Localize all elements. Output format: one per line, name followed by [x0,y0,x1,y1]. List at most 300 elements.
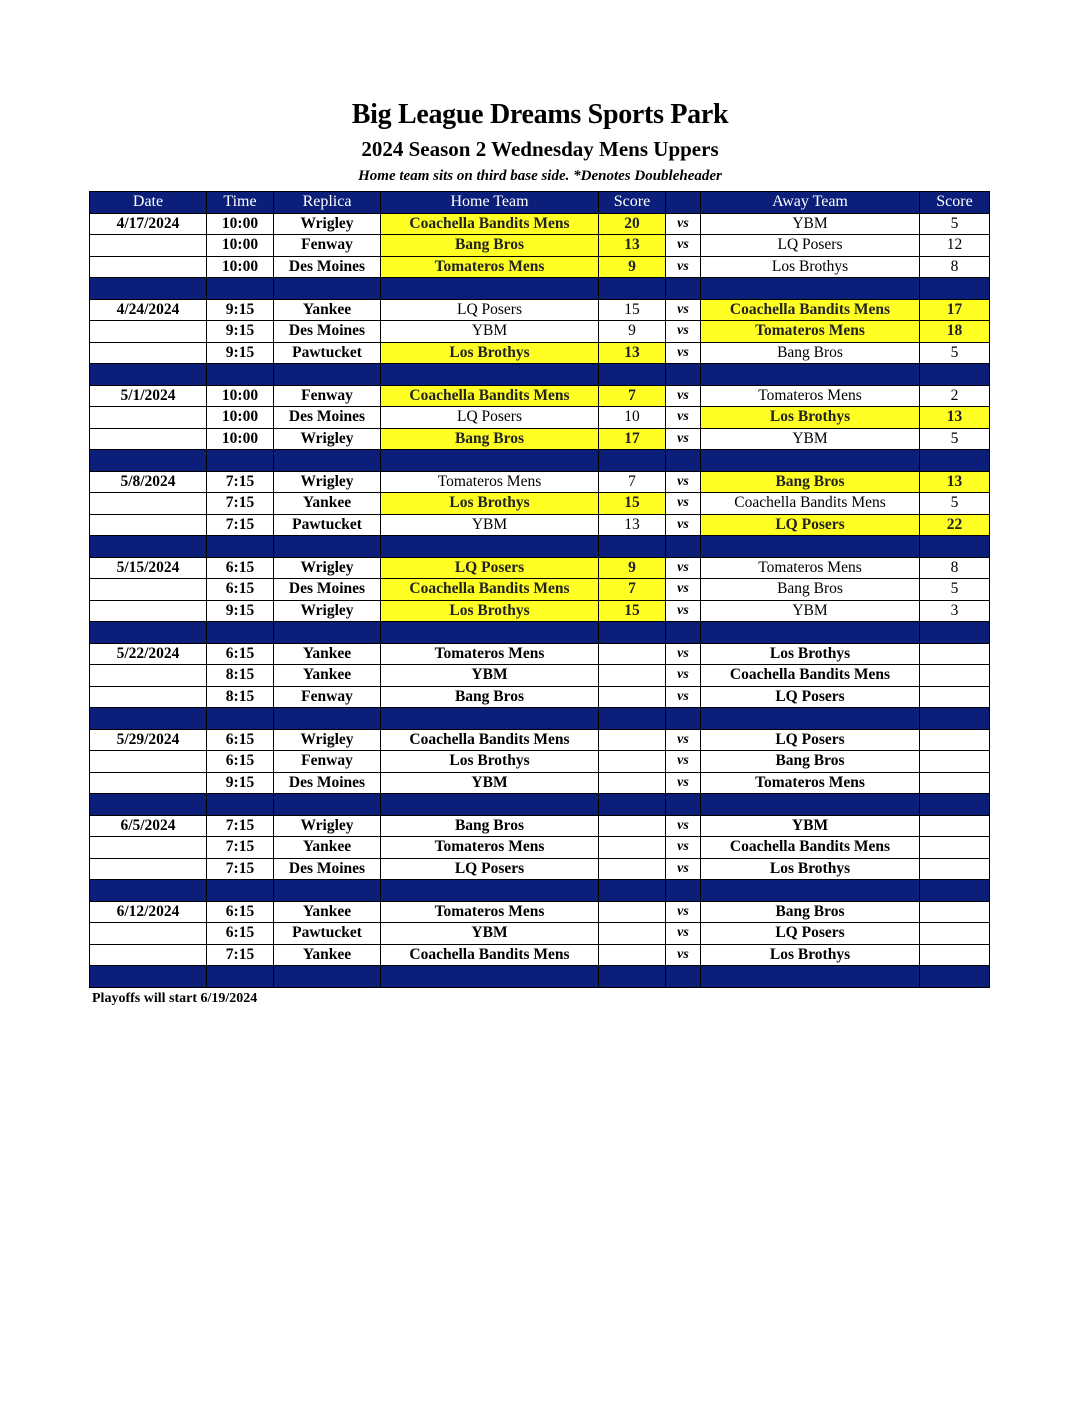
separator-cell [90,966,207,988]
game-row [90,686,990,708]
home-score-cell [599,751,666,773]
away-score-cell [920,837,990,859]
vs-cell: vs [666,579,701,601]
separator-cell [207,536,274,558]
separator-cell [381,622,599,644]
replica-cell: Wrigley [274,557,381,579]
date-cell [90,837,207,859]
separator-cell [274,880,381,902]
home-team-cell: YBM [381,923,599,945]
time-cell: 10:00 [207,385,274,407]
home-team-cell: Coachella Bandits Mens [381,385,599,407]
home-score-cell: 10 [599,407,666,429]
vs-cell: vs [666,901,701,923]
home-score-cell: 15 [599,493,666,515]
page-title: Big League Dreams Sports Park [351,99,729,130]
time-cell: 9:15 [207,342,274,364]
game-row [90,643,990,665]
time-cell: 6:15 [207,923,274,945]
vs-cell: vs [666,428,701,450]
separator-cell [920,364,990,386]
home-score-cell: 13 [599,235,666,257]
away-score-cell: 22 [920,514,990,536]
away-team-cell: Los Brothys [701,407,920,429]
game-row [90,299,990,321]
time-cell: 6:15 [207,751,274,773]
away-team-cell: Coachella Bandits Mens [701,299,920,321]
home-score-cell [599,686,666,708]
home-team-cell: LQ Posers [381,299,599,321]
away-team-cell: Tomateros Mens [701,385,920,407]
away-score-cell [920,665,990,687]
separator-cell [599,622,666,644]
replica-cell: Fenway [274,235,381,257]
date-cell [90,321,207,343]
away-team-cell: YBM [701,815,920,837]
vs-cell: vs [666,600,701,622]
time-cell: 10:00 [207,407,274,429]
away-team-cell: Bang Bros [701,471,920,493]
time-cell: 7:15 [207,944,274,966]
home-team-cell: Bang Bros [381,815,599,837]
vs-cell: vs [666,471,701,493]
game-row [90,579,990,601]
time-cell: 6:15 [207,557,274,579]
date-cell [90,342,207,364]
game-row [90,471,990,493]
date-cell: 6/5/2024 [90,815,207,837]
away-score-cell: 8 [920,557,990,579]
separator-cell [920,450,990,472]
date-cell: 6/12/2024 [90,901,207,923]
replica-cell: Wrigley [274,600,381,622]
away-score-cell: 12 [920,235,990,257]
time-cell: 6:15 [207,901,274,923]
vs-cell: vs [666,213,701,235]
date-cell [90,665,207,687]
separator-cell [90,622,207,644]
vs-cell: vs [666,751,701,773]
date-cell [90,686,207,708]
home-team-cell: Coachella Bandits Mens [381,213,599,235]
separator-cell [207,880,274,902]
away-score-cell [920,772,990,794]
vs-cell: vs [666,342,701,364]
home-team-cell: Coachella Bandits Mens [381,579,599,601]
separator-cell [90,708,207,730]
game-row [90,321,990,343]
separator-cell [599,536,666,558]
home-score-cell [599,729,666,751]
date-cell [90,923,207,945]
away-score-cell [920,751,990,773]
game-row [90,665,990,687]
game-row [90,342,990,364]
vs-cell: vs [666,321,701,343]
game-row [90,837,990,859]
away-score-cell [920,686,990,708]
separator-cell [381,880,599,902]
header-row [90,192,990,214]
separator-cell [274,364,381,386]
away-team-cell: Coachella Bandits Mens [701,493,920,515]
game-row [90,944,990,966]
vs-cell: vs [666,923,701,945]
home-team-cell: Tomateros Mens [381,901,599,923]
replica-cell: Wrigley [274,471,381,493]
replica-cell: Des Moines [274,579,381,601]
away-team-cell: Los Brothys [701,858,920,880]
date-cell [90,514,207,536]
date-cell [90,858,207,880]
game-row [90,428,990,450]
home-team-cell: Los Brothys [381,751,599,773]
date-cell: 4/17/2024 [90,213,207,235]
time-cell: 10:00 [207,213,274,235]
vs-cell: vs [666,837,701,859]
time-cell: 9:15 [207,321,274,343]
away-score-cell: 3 [920,600,990,622]
away-score-cell [920,815,990,837]
away-team-cell: LQ Posers [701,514,920,536]
away-team-cell: LQ Posers [701,686,920,708]
vs-cell: vs [666,299,701,321]
game-row [90,729,990,751]
date-cell: 5/22/2024 [90,643,207,665]
away-team-cell: Tomateros Mens [701,772,920,794]
home-team-cell: Tomateros Mens [381,643,599,665]
schedule-table [89,191,990,988]
replica-cell: Des Moines [274,256,381,278]
separator-cell [701,708,920,730]
home-score-cell [599,923,666,945]
time-cell: 10:00 [207,235,274,257]
separator-cell [599,794,666,816]
home-team-cell: Coachella Bandits Mens [381,944,599,966]
game-row [90,751,990,773]
home-team-cell: Tomateros Mens [381,256,599,278]
home-score-cell: 20 [599,213,666,235]
time-cell: 9:15 [207,772,274,794]
separator-cell [920,966,990,988]
replica-cell: Des Moines [274,772,381,794]
home-team-cell: LQ Posers [381,407,599,429]
away-score-cell: 18 [920,321,990,343]
date-cell [90,944,207,966]
separator-cell [920,708,990,730]
week-separator-row [90,708,990,730]
vs-cell: vs [666,815,701,837]
game-row [90,514,990,536]
replica-cell: Yankee [274,665,381,687]
date-cell: 5/8/2024 [90,471,207,493]
week-separator-row [90,450,990,472]
home-score-cell: 13 [599,514,666,536]
vs-cell: vs [666,385,701,407]
separator-cell [920,536,990,558]
separator-cell [381,450,599,472]
replica-cell: Yankee [274,837,381,859]
away-team-cell: YBM [701,600,920,622]
week-separator-row [90,364,990,386]
home-team-cell: YBM [381,321,599,343]
replica-cell: Fenway [274,686,381,708]
away-score-cell [920,923,990,945]
separator-cell [90,880,207,902]
vs-cell: vs [666,772,701,794]
date-cell: 5/29/2024 [90,729,207,751]
time-cell: 10:00 [207,256,274,278]
home-team-cell: Los Brothys [381,493,599,515]
separator-cell [599,364,666,386]
separator-cell [920,278,990,300]
home-score-cell [599,643,666,665]
separator-cell [666,708,701,730]
time-cell: 6:15 [207,643,274,665]
date-cell [90,772,207,794]
home-team-cell: Bang Bros [381,235,599,257]
col-header-away-score: Score [920,192,990,214]
home-team-cell: Tomateros Mens [381,471,599,493]
time-cell: 7:15 [207,514,274,536]
away-score-cell [920,858,990,880]
replica-cell: Wrigley [274,729,381,751]
time-cell: 7:15 [207,858,274,880]
home-team-cell: YBM [381,772,599,794]
separator-cell [701,364,920,386]
replica-cell: Fenway [274,385,381,407]
col-header-home-score: Score [599,192,666,214]
home-score-cell [599,772,666,794]
away-team-cell: Coachella Bandits Mens [701,665,920,687]
away-team-cell: Bang Bros [701,901,920,923]
vs-cell: vs [666,235,701,257]
date-cell [90,600,207,622]
vs-cell: vs [666,557,701,579]
replica-cell: Yankee [274,493,381,515]
time-cell: 6:15 [207,579,274,601]
away-score-cell: 17 [920,299,990,321]
separator-cell [90,536,207,558]
separator-cell [701,966,920,988]
date-cell [90,751,207,773]
replica-cell: Wrigley [274,213,381,235]
away-team-cell: LQ Posers [701,729,920,751]
away-team-cell: Tomateros Mens [701,321,920,343]
separator-cell [207,794,274,816]
time-cell: 7:15 [207,815,274,837]
replica-cell: Wrigley [274,815,381,837]
away-team-cell: LQ Posers [701,923,920,945]
week-separator-row [90,536,990,558]
separator-cell [666,536,701,558]
replica-cell: Pawtucket [274,514,381,536]
game-row [90,235,990,257]
home-score-cell: 9 [599,256,666,278]
away-score-cell: 5 [920,342,990,364]
vs-cell: vs [666,514,701,536]
separator-cell [274,450,381,472]
vs-cell: vs [666,729,701,751]
away-team-cell: Coachella Bandits Mens [701,837,920,859]
week-separator-row [90,966,990,988]
home-score-cell: 13 [599,342,666,364]
home-score-cell: 7 [599,385,666,407]
time-cell: 7:15 [207,837,274,859]
replica-cell: Yankee [274,643,381,665]
separator-cell [666,966,701,988]
separator-cell [599,450,666,472]
replica-cell: Yankee [274,299,381,321]
separator-cell [207,966,274,988]
away-score-cell [920,643,990,665]
home-team-cell: Bang Bros [381,686,599,708]
week-separator-row [90,794,990,816]
date-cell [90,428,207,450]
away-team-cell: Tomateros Mens [701,557,920,579]
away-score-cell: 5 [920,493,990,515]
time-cell: 8:15 [207,665,274,687]
away-score-cell: 13 [920,407,990,429]
separator-cell [599,966,666,988]
replica-cell: Des Moines [274,321,381,343]
away-score-cell [920,729,990,751]
separator-cell [666,278,701,300]
vs-cell: vs [666,686,701,708]
home-score-cell: 15 [599,600,666,622]
separator-cell [207,450,274,472]
date-cell [90,579,207,601]
away-score-cell: 8 [920,256,990,278]
game-row [90,600,990,622]
date-cell [90,493,207,515]
home-score-cell [599,815,666,837]
week-separator-row [90,622,990,644]
separator-cell [666,794,701,816]
separator-cell [207,278,274,300]
separator-cell [274,536,381,558]
game-row [90,901,990,923]
date-cell: 5/15/2024 [90,557,207,579]
separator-cell [701,622,920,644]
separator-cell [381,536,599,558]
home-team-cell: YBM [381,665,599,687]
game-row [90,557,990,579]
separator-cell [381,966,599,988]
away-team-cell: Bang Bros [701,579,920,601]
week-separator-row [90,278,990,300]
game-row [90,385,990,407]
separator-cell [599,278,666,300]
away-score-cell [920,901,990,923]
home-score-cell: 9 [599,557,666,579]
game-row [90,256,990,278]
home-score-cell: 7 [599,579,666,601]
separator-cell [274,622,381,644]
separator-cell [274,708,381,730]
separator-cell [701,794,920,816]
away-team-cell: Los Brothys [701,256,920,278]
away-team-cell: Los Brothys [701,944,920,966]
home-score-cell: 7 [599,471,666,493]
separator-cell [207,708,274,730]
replica-cell: Yankee [274,944,381,966]
separator-cell [666,622,701,644]
game-row [90,213,990,235]
home-team-cell: Los Brothys [381,342,599,364]
home-team-cell: LQ Posers [381,557,599,579]
separator-cell [207,622,274,644]
col-header-replica: Replica [274,192,381,214]
away-team-cell: Bang Bros [701,751,920,773]
away-team-cell: Los Brothys [701,643,920,665]
replica-cell: Wrigley [274,428,381,450]
time-cell: 9:15 [207,600,274,622]
away-score-cell: 5 [920,428,990,450]
vs-cell: vs [666,493,701,515]
separator-cell [666,880,701,902]
separator-cell [381,794,599,816]
separator-cell [599,708,666,730]
col-header-time: Time [207,192,274,214]
vs-cell: vs [666,256,701,278]
home-score-cell [599,944,666,966]
home-score-cell: 15 [599,299,666,321]
replica-cell: Des Moines [274,407,381,429]
separator-cell [701,278,920,300]
separator-cell [920,794,990,816]
date-cell: 4/24/2024 [90,299,207,321]
date-cell [90,235,207,257]
replica-cell: Des Moines [274,858,381,880]
separator-cell [90,450,207,472]
replica-cell: Pawtucket [274,342,381,364]
time-cell: 6:15 [207,729,274,751]
date-cell [90,407,207,429]
vs-cell: vs [666,858,701,880]
vs-cell: vs [666,944,701,966]
away-score-cell: 5 [920,213,990,235]
separator-cell [274,966,381,988]
time-cell: 8:15 [207,686,274,708]
separator-cell [599,880,666,902]
home-score-cell: 9 [599,321,666,343]
time-cell: 9:15 [207,299,274,321]
col-header-vs [666,192,701,214]
schedule-body [90,213,990,987]
game-row [90,493,990,515]
separator-cell [274,794,381,816]
week-separator-row [90,880,990,902]
away-score-cell: 2 [920,385,990,407]
vs-cell: vs [666,407,701,429]
separator-cell [701,450,920,472]
time-cell: 7:15 [207,471,274,493]
game-row [90,772,990,794]
separator-cell [666,364,701,386]
time-cell: 7:15 [207,493,274,515]
home-team-note: Home team sits on third base side. *Denotes Doubleheader [358,168,722,184]
separator-cell [274,278,381,300]
game-row [90,858,990,880]
separator-cell [920,622,990,644]
game-row [90,815,990,837]
separator-cell [90,794,207,816]
col-header-home-team: Home Team [381,192,599,214]
separator-cell [90,364,207,386]
date-cell: 5/1/2024 [90,385,207,407]
home-team-cell: Coachella Bandits Mens [381,729,599,751]
